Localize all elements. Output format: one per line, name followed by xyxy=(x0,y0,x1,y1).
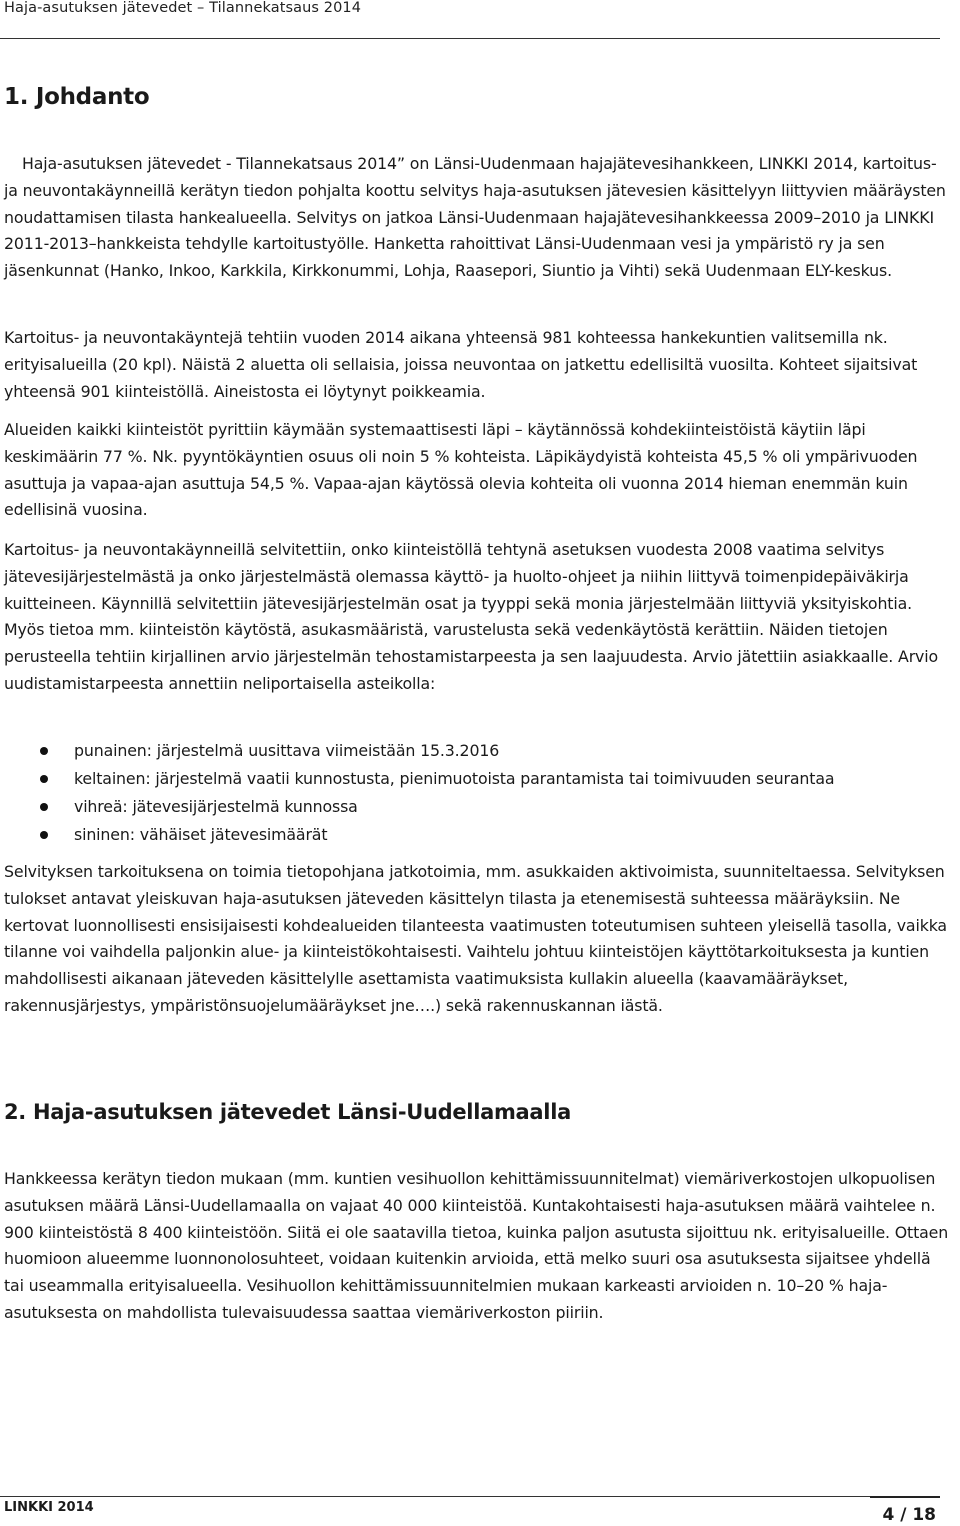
header-divider xyxy=(0,38,940,39)
visits-paragraph: Kartoitus- ja neuvontakäyntejä tehtiin vuoden 2014 aikana yhteensä 981 kohteessa hankekuntien valitsemilla nk. erityisalueilla (20 kpl). Näistä 2 aluetta oli sellaisia, joissa neuvontaa on jatkettu edellisiltä vuosilta. Kohteet sijaitsivat yhteensä 901 kiinteistöllä. Aineistosta ei löytynyt poikkeamia. xyxy=(4,328,918,401)
coverage-paragraph: Alueiden kaikki kiinteistöt pyrittiin käymään systemaattisesti läpi – käytännössä kohdekiinteistöistä käytiin läpi keskimäärin 77 %. Nk. pyyntökäyntien osuus oli noin 5 % kohteista. Läpikäydyistä kohteista 45,5 % oli ympärivuoden asuttuja ja vapaa-ajan asuttuja 54,5 %. Vapaa-ajan käytössä olevia kohteita oli vuonna 2014 hieman enemmän kuin edellisinä vuosina. xyxy=(4,420,918,520)
method-paragraph: Kartoitus- ja neuvontakäynneillä selvitettiin, onko kiinteistöllä tehtynä asetuksen vuodesta 2008 vaatima selvitys jätevesijärjestelmästä ja onko järjestelmästä olemassa käyttö- ja huolto-ohjeet ja niihin liittyvä toimenpidepäiväkirja kuitteineen. Käynnillä selvitettiin jätevesijärjestelmän osat ja tyyppi sekä monia järjestelmään liittyviä yksityiskohtia. Myös tietoa mm. kiinteistön käytöstä, asukasmääristä, varustelusta sekä vedenkäytöstä kerättiin. Näiden tietojen perusteella tehtiin kirjallinen arvio järjestelmän tehostamistarpeesta ja sen laajuudesta. Arvio jätettiin asiakkaalle. Arvio uudistamistarpeesta annettiin neliportaisella asteikolla: xyxy=(4,540,939,693)
page-number: 4 / 18 xyxy=(882,1505,936,1525)
page-number-rule xyxy=(870,1496,940,1498)
bullet-icon xyxy=(40,803,48,811)
section-2-heading: 2. Haja-asutuksen jätevedet Länsi-Uudellamaalla xyxy=(4,1100,571,1124)
list-item: sininen: vähäiset jätevesimäärät xyxy=(4,821,949,849)
running-header: Haja-asutuksen jätevedet – Tilannekatsaus 2014 xyxy=(4,0,362,16)
footer-divider xyxy=(0,1496,940,1497)
rating-scale-list xyxy=(4,737,949,849)
footer-project-name: LINKKI 2014 xyxy=(4,1500,94,1515)
purpose-paragraph: Selvityksen tarkoituksena on toimia tietopohjana jatkotoimia, mm. asukkaiden aktivoimista, suunniteltaessa. Selvityksen tulokset antavat yleiskuvan haja-asutuksen jäteveden käsittelyn tilasta ja etenemisestä suhteessa määräyksiin. Ne kertovat luonnollisesti ensisijaisesti kohdealueiden tilanteesta vaatimusten toteutumisen suhteen yleisellä tasolla, vaikka tilanne voi vaihdella paljonkin alue- ja kiinteistökohtaisesti. Vaihtelu johtuu kiinteistöjen käyttötarkoituksesta ja kuntien mahdollisesti aikanaan jäteveden käsittelylle asettamista vaatimuksista kullakin alueella (kaavamääräykset, rakennusjärjestys, ympäristönsuojelumääräykset jne….) sekä rakennuskannan iästä. xyxy=(4,862,947,1015)
section-2-paragraph: Hankkeessa kerätyn tiedon mukaan (mm. kuntien vesihuollon kehittämissuunnitelmat) viemäriverkostojen ulkopuolisen asutuksen määrä Länsi-Uudellamaalla on vajaat 40 000 kiinteistöä. Kuntakohtaisesti haja-asutuksen määrä vaihtelee n. 900 kiinteistöstä 8 400 kiinteistöön. Siitä ei ole saatavilla tietoa, kuinka paljon asutusta sijoittuu nk. erityisalueille. Ottaen huomioon alueemme luonnonolosuhteet, voidaan kuitenkin arvioida, että melko suuri osa asutuksesta sijaitsee yhdellä tai useammalla erityisalueella. Vesihuollon kehittämissuunnitelmien mukaan karkeasti arvioiden n. 10–20 % haja-asutuksesta on mahdollista tulevaisuudessa saattaa viemäriverkoston piiriin. xyxy=(4,1169,949,1322)
intro-paragraph: Haja-asutuksen jätevedet - Tilannekatsaus 2014” on Länsi-Uudenmaan hajajätevesihankkeen, LINKKI 2014, kartoitus- ja neuvontakäynneillä kerätyn tiedon pohjalta koottu selvitys haja-asutuksen jätevesien käsittelyyn liittyvien määräysten noudattamisen tilasta hankealueella. Selvitys on jatkoa Länsi-Uudenmaan hajajätevesihankkeessa 2009–2010 ja LINKKI 2011-2013–hankkeista tehdylle kartoitustyölle. Hanketta rahoittivat Länsi-Uudenmaan vesi ja ympäristö ry ja sen jäsenkunnat (Hanko, Inkoo, Karkkila, Kirkkonummi, Lohja, Raasepori, Siuntio ja Vihti) sekä Uudenmaan ELY-keskus. xyxy=(4,154,946,281)
list-item: punainen: järjestelmä uusittava viimeistään 15.3.2016 xyxy=(4,737,949,765)
list-item: vihreä: jätevesijärjestelmä kunnossa xyxy=(4,793,949,821)
bullet-icon xyxy=(40,831,48,839)
section-1-heading: 1. Johdanto xyxy=(4,84,150,110)
bullet-icon xyxy=(40,747,48,755)
list-item: keltainen: järjestelmä vaatii kunnostusta, pienimuotoista parantamista tai toimivuuden seurantaa xyxy=(4,765,949,793)
bullet-icon xyxy=(40,775,48,783)
